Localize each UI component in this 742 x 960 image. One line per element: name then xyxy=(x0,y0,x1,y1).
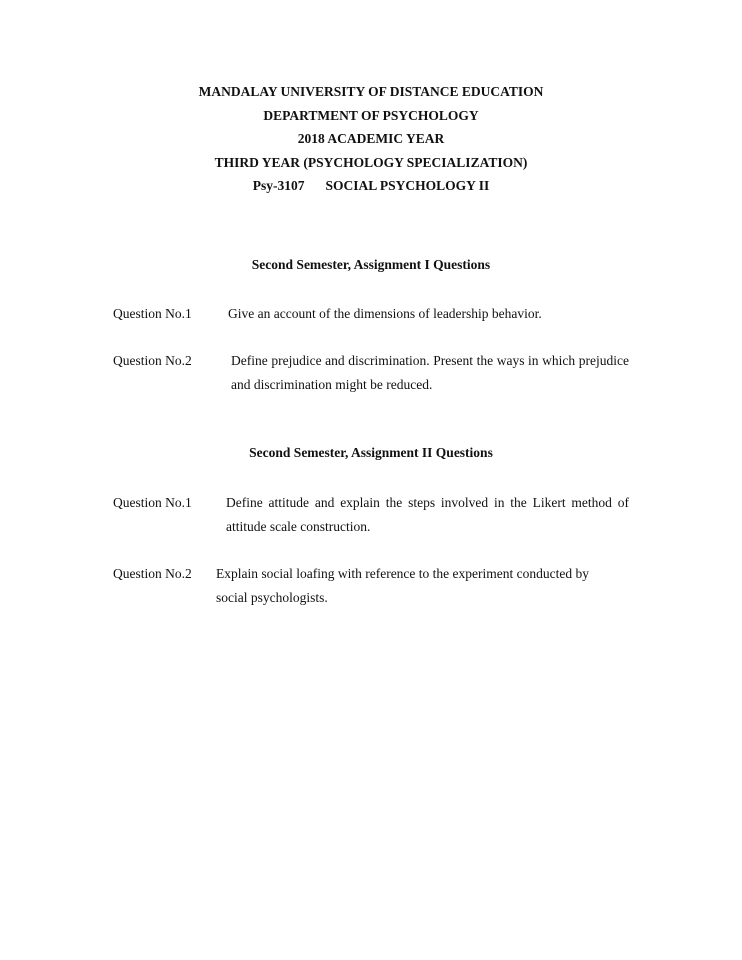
assignment-1-question-1 xyxy=(113,302,633,332)
course-title: SOCIAL PSYCHOLOGY II xyxy=(325,178,490,193)
question-text: Define prejudice and discrimination. Present the ways in which prejudice and discrimination might be reduced. xyxy=(231,353,629,392)
course-code: Psy-3107 xyxy=(252,178,305,193)
question-text: Give an account of the dimensions of leadership behavior. xyxy=(228,306,542,321)
program-name: THIRD YEAR (PSYCHOLOGY SPECIALIZATION) xyxy=(214,154,528,170)
document-header xyxy=(0,80,742,198)
assignment-1-title: Second Semester, Assignment I Questions xyxy=(251,257,491,272)
assignment-2-question-2 xyxy=(113,562,633,612)
question-label: Question No.1 xyxy=(113,495,192,510)
course-line xyxy=(0,174,742,198)
question-label: Question No.2 xyxy=(113,566,192,581)
assignment-2-question-1 xyxy=(113,491,633,541)
academic-year: 2018 ACADEMIC YEAR xyxy=(297,131,445,146)
question-text: Define attitude and explain the steps involved in the Likert method of attitude scale construction. xyxy=(226,495,629,534)
question-label: Question No.2 xyxy=(113,353,192,368)
assignment-1-question-2 xyxy=(113,349,633,399)
question-text: Explain social loafing with reference to the experiment conducted by social psychologists. xyxy=(216,566,589,605)
university-name: MANDALAY UNIVERSITY OF DISTANCE EDUCATION xyxy=(198,84,544,99)
question-label: Question No.1 xyxy=(113,306,192,321)
assignment-2-title: Second Semester, Assignment II Questions xyxy=(249,445,493,460)
department-name: DEPARTMENT OF PSYCHOLOGY xyxy=(263,107,479,123)
